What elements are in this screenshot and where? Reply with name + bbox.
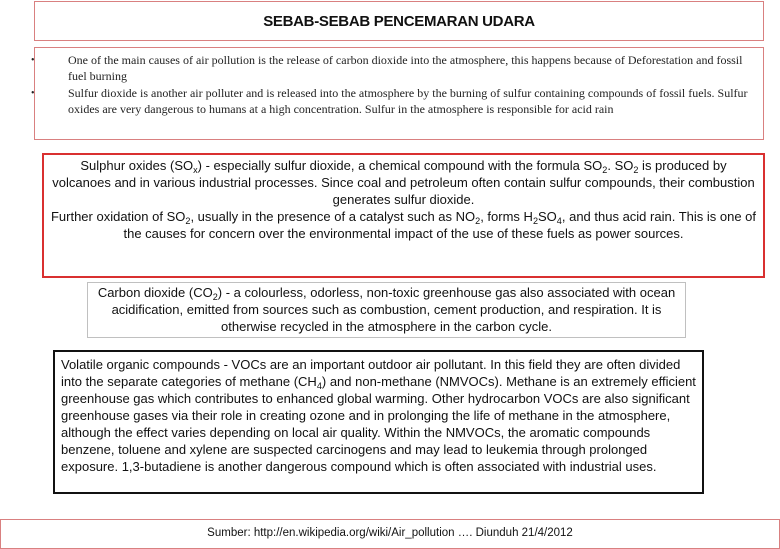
sulphur-paragraph-1 <box>50 157 757 208</box>
sulphur-paragraph-2 <box>50 208 757 242</box>
carbon-paragraph <box>92 284 681 335</box>
page-title: SEBAB-SEBAB PENCEMARAN UDARA <box>263 13 535 30</box>
text-run: , usually in the presence of a catalyst such as NO <box>190 209 476 224</box>
bullet-list <box>31 53 763 117</box>
subscript: 2 <box>532 216 538 226</box>
source-citation: Sumber: http://en.wikipedia.org/wiki/Air_pollution …. Diunduh 21/4/2012 <box>207 527 573 539</box>
text-run: , forms H <box>480 209 533 224</box>
text-run: Sulphur oxides (SO <box>80 158 194 173</box>
bullet-text: Sulfur dioxide is another air polluter and is released into the atmosphere by the burning of sulfur containing compounds of fossil fuels. Sulfur oxides are very dangerous to humans at a high concentration. Sulfur in the atmosphere is responsible for acid rain <box>68 86 748 116</box>
bullets-box <box>31 47 764 140</box>
bullet-icon: • <box>31 88 35 99</box>
text-run: , and thus acid rain. This is one of the causes for concern over the environmental impact of the use of these fuels as power sources. <box>123 209 757 241</box>
subscript: x <box>193 165 198 175</box>
subscript: 2 <box>633 165 639 175</box>
text-run: . SO <box>607 158 634 173</box>
voc-paragraph <box>61 356 696 475</box>
list-item <box>31 53 763 84</box>
text-run: Volatile organic compounds - VOCs are an important outdoor air pollutant. In this field they are often divided into the separate categories of methane (CH <box>61 357 681 389</box>
bullet-text: One of the main causes of air pollution is the release of carbon dioxide into the atmosphere, this happens because of Deforestation and fossil fuel burning <box>68 53 743 83</box>
carbon-dioxide-box <box>87 282 686 338</box>
subscript: 2 <box>602 165 608 175</box>
list-item <box>31 86 763 117</box>
text-run: SO <box>538 209 557 224</box>
subscript: 2 <box>212 292 218 302</box>
bullet-icon: • <box>31 55 35 66</box>
source-box <box>0 519 780 549</box>
subscript: 4 <box>316 381 322 391</box>
text-run: is produced by volcanoes and in various industrial processes. Since coal and petroleum often contain sulfur compounds, their combustion generates sulfur dioxide. <box>52 158 755 207</box>
text-run: ) - a colourless, odorless, non-toxic greenhouse gas also associated with ocean acidification, emitted from sources such as combustion, cement production, and respiration. It is otherwise recycled in the atmosphere in the carbon cycle. <box>111 285 676 334</box>
text-run: Further oxidation of SO <box>50 209 186 224</box>
text-run: ) - especially sulfur dioxide, a chemical compound with the formula SO <box>197 158 603 173</box>
text-run: ) and non-methane (NMVOCs). Methane is an extremely efficient greenhouse gas which contributes to enhanced global warming. Other hydrocarbon VOCs are also significant greenhouse gases via their role in creating ozone and in prolonging the life of methane in the atmosphere, although the effect varies depending on local air quality. Within the NMVOCs, the aromatic compounds benzene, toluene and xylene are suspected carcinogens and may lead to leukemia through prolonged exposure. 1,3-butadiene is another dangerous compound which is often associated with industrial uses. <box>61 374 696 474</box>
title-box <box>34 1 764 41</box>
subscript: 2 <box>475 216 481 226</box>
subscript: 2 <box>185 216 191 226</box>
sulphur-oxides-box <box>42 153 765 278</box>
text-run: Carbon dioxide (CO <box>97 285 213 300</box>
subscript: 4 <box>556 216 562 226</box>
voc-box <box>53 350 704 494</box>
